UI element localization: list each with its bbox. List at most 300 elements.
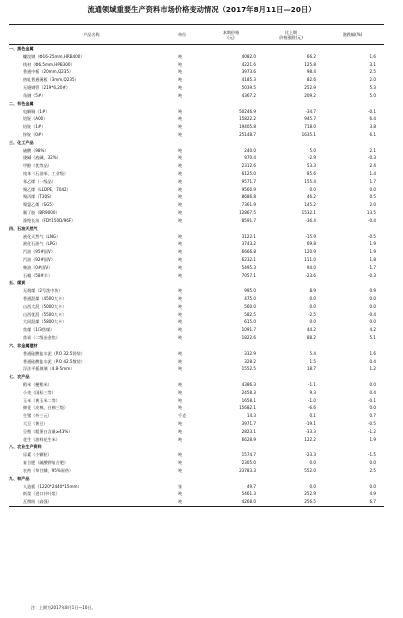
price-cell: 5039.5: [241, 85, 256, 91]
table-row: [9, 326, 384, 334]
pct-cell: 1.6: [369, 53, 376, 59]
price-cell: 332.9: [244, 350, 256, 356]
table-row: [9, 295, 384, 303]
pct-cell: 0.0: [369, 303, 376, 309]
unit-cell: 吨: [174, 498, 201, 506]
category-row: [9, 45, 384, 53]
change-cell: 85.6: [306, 171, 316, 176]
change-cell: -23.6: [305, 272, 316, 278]
price-cell: 19405.8: [239, 124, 256, 130]
unit-cell: 吨: [178, 460, 183, 466]
unit-cell: 吨: [178, 327, 183, 333]
category-label: 八、农业生产资料: [9, 444, 42, 450]
price-cell: 3971.7: [241, 421, 256, 426]
unit-cell: 吨: [178, 147, 183, 153]
change-cell: 82.6: [306, 77, 316, 83]
category-row: [9, 100, 384, 108]
unit-cell: 吨: [178, 264, 183, 270]
product-name: 普通硅酸盐水泥（P.O 42.5散装）: [23, 358, 85, 364]
product-name: 豆粕（粗蛋白含量≥43%）: [23, 428, 73, 434]
table-row: [9, 256, 384, 264]
table-row: [9, 123, 384, 131]
change-cell: 88.2: [306, 335, 316, 341]
category-row: [9, 443, 384, 451]
pct-cell: -0.1: [368, 108, 376, 114]
product-name: 苯乙烯（一级品）: [23, 178, 56, 184]
price-cell: 3743.2: [241, 241, 256, 247]
pct-cell: -0.4: [368, 217, 376, 223]
product-name: 锌锭（0#）: [23, 131, 46, 137]
category-row: [9, 373, 384, 381]
unit-cell: 吨: [178, 335, 183, 341]
change-cell: 0.0: [309, 483, 316, 489]
change-cell: 122.2: [304, 436, 316, 442]
table-row: [9, 358, 384, 366]
product-name: 汽油（95#国V）: [23, 249, 55, 255]
change-cell: 66.2: [306, 53, 316, 59]
pct-cell: 0.7: [369, 413, 376, 419]
table-row: [9, 436, 384, 444]
unit-cell: 吨: [178, 421, 183, 426]
table-row: [9, 459, 384, 467]
change-cell: 209.2: [304, 92, 316, 98]
change-cell: 0.0: [309, 460, 316, 466]
table-row: [9, 490, 384, 498]
pct-cell: 1.8: [369, 256, 376, 262]
table-row: [9, 61, 384, 69]
unit-cell: 吨: [178, 85, 183, 91]
price-cell: 615.0: [244, 319, 256, 325]
product-name: 玉米（黄玉米二等）: [23, 397, 60, 403]
change-cell: -15.9: [305, 233, 316, 239]
change-cell: 5.0: [309, 147, 316, 153]
change-cell: 552.0: [304, 467, 316, 473]
price-cell: 25148.7: [239, 131, 256, 137]
pct-cell: 5.0: [369, 92, 376, 98]
change-cell: 252.9: [304, 85, 316, 91]
unit-cell: 吨: [178, 131, 183, 137]
unit-cell: 吨: [178, 381, 183, 387]
table-row: [9, 272, 384, 280]
change-cell: -36.4: [305, 217, 316, 223]
pct-cell: 0.0: [369, 460, 376, 466]
price-cell: 15682.1: [239, 405, 256, 411]
table-row: [9, 92, 384, 100]
pct-cell: 1.7: [369, 178, 376, 184]
unit-cell: 吨: [178, 77, 183, 83]
table-row: [9, 170, 384, 178]
unit-cell: 吨: [178, 233, 183, 239]
header-change: 比上期 价格涨跌(元): [261, 25, 321, 45]
product-name: 汽油（92#国V）: [23, 256, 55, 262]
change-cell: 0.0: [309, 186, 316, 192]
pct-cell: -1.2: [368, 428, 376, 434]
product-name: 烧碱（液碱，32%）: [23, 155, 61, 161]
pct-cell: 5.1: [369, 335, 376, 341]
pct-cell: -0.3: [368, 155, 376, 161]
change-cell: 0.0: [309, 319, 316, 325]
table-row: [9, 154, 384, 162]
unit-cell: 吨: [178, 256, 183, 262]
product-name: 无烟煤（2号洗中块）: [23, 288, 63, 294]
pct-cell: 5.3: [369, 85, 376, 91]
table-row: [9, 193, 384, 201]
table-row: [9, 303, 384, 311]
change-cell: -19.1: [305, 421, 316, 426]
change-cell: 155.4: [304, 178, 316, 184]
pct-cell: 0.0: [369, 319, 376, 325]
product-name: 纯苯（石油苯，工业级）: [23, 171, 69, 176]
product-name: 铅锭（1#）: [23, 124, 46, 130]
change-cell: 145.2: [304, 202, 316, 208]
pct-cell: 1.7: [369, 264, 376, 270]
unit-cell: 吨: [178, 272, 183, 278]
product-name: 焦煤（1/3焦煤）: [23, 327, 55, 333]
unit-cell: 吨: [178, 311, 183, 317]
table-row: [9, 318, 384, 326]
category-row: [9, 139, 384, 147]
pct-cell: 1.9: [369, 249, 376, 255]
unit-cell: 吨: [178, 61, 183, 67]
change-cell: -34.7: [305, 108, 316, 114]
table-row: [9, 381, 384, 389]
unit-cell: 吨: [178, 436, 183, 442]
price-cell: 49.7: [246, 483, 256, 489]
category-row: [9, 279, 384, 287]
pct-cell: 1.9: [369, 241, 376, 247]
table-row: [9, 350, 384, 358]
unit-cell: 吨: [178, 217, 183, 223]
table-row: [9, 178, 384, 186]
price-cell: 9571.7: [241, 178, 256, 184]
price-cell: 8591.7: [241, 217, 256, 223]
unit-cell: 吨: [178, 116, 183, 122]
unit-cell: 吨: [178, 288, 183, 294]
unit-cell: 吨: [178, 389, 183, 395]
product-name: 螺纹钢（Φ16-25mm,HRB400）: [23, 53, 85, 59]
change-cell: 44.2: [306, 327, 316, 333]
pct-cell: -0.5: [368, 233, 376, 239]
product-name: 顺丁胶（BR9000）: [23, 210, 60, 216]
page-title: 流通领域重要生产资料市场价格变动情况（2017年8月11日—20日）: [87, 5, 316, 14]
category-label: 三、化工产品: [9, 139, 34, 145]
table-row: [9, 233, 384, 241]
table-row: [9, 287, 384, 295]
pct-cell: 3.8: [369, 124, 376, 130]
product-name: 普通硅酸盐水泥（P.O 32.5袋装）: [23, 350, 85, 356]
table-row: [9, 53, 384, 61]
table-row: [9, 483, 384, 491]
price-cell: 6232.1: [241, 256, 256, 262]
unit-cell: 吨: [178, 452, 183, 458]
table-row: [9, 420, 384, 428]
unit-cell: 吨: [178, 186, 183, 192]
pct-cell: 2.0: [369, 77, 376, 83]
change-cell: 1.5: [309, 358, 316, 364]
price-cell: 5495.3: [241, 264, 256, 270]
price-cell: 1658.1: [241, 397, 256, 403]
header-name: 产品名称: [9, 25, 174, 45]
unit-cell: 吨: [178, 155, 183, 161]
table-row: [9, 451, 384, 459]
product-name: 聚乙烯（LLDPE，7042）: [23, 186, 71, 192]
price-cell: 7057.1: [241, 272, 256, 278]
pct-cell: -0.3: [368, 272, 376, 278]
price-cell: 9560.9: [241, 186, 256, 192]
change-cell: 46.2: [306, 194, 316, 200]
table-row: [9, 334, 384, 342]
table-row: [9, 162, 384, 170]
unit-cell: 吨: [178, 397, 183, 403]
unit-cell: 吨: [178, 163, 183, 169]
category-label: 九、林产品: [9, 475, 30, 481]
table-header-row: [9, 25, 384, 45]
product-name: 小麦（国标三等）: [23, 389, 56, 395]
change-cell: -2.9: [308, 155, 316, 161]
unit-cell: 吨: [178, 319, 183, 325]
price-cell: 3122.1: [241, 233, 256, 239]
change-cell: 718.0: [304, 124, 316, 130]
product-name: 花生（油料花生米）: [23, 436, 60, 442]
table-row: [9, 115, 384, 123]
category-label: 一、黑色金属: [9, 46, 34, 51]
price-cell: 2312.6: [241, 163, 256, 169]
price-cell: 4386.3: [241, 381, 256, 387]
product-name: 电解铜（1#）: [23, 108, 50, 114]
price-cell: 4221.6: [241, 61, 256, 67]
unit-cell: 吨: [178, 92, 183, 98]
change-cell: 0.0: [309, 296, 316, 301]
product-name: 普通混煤（4500大卡）: [23, 296, 67, 301]
pct-cell: 2.1: [369, 147, 376, 153]
table-row: [9, 248, 384, 256]
price-cell: 5461.3: [241, 491, 256, 497]
product-name: 液化天然气（LNG）: [23, 233, 61, 239]
change-cell: -1.1: [308, 381, 316, 387]
table-row: [9, 76, 384, 84]
change-cell: 18.7: [306, 366, 316, 372]
change-cell: -33.3: [305, 428, 316, 434]
change-cell: 945.7: [304, 116, 316, 122]
unit-cell: 吨: [178, 210, 183, 216]
unit-cell: 吨: [178, 178, 183, 184]
change-cell: 1635.1: [301, 131, 316, 137]
table-row: [9, 108, 384, 116]
pct-cell: 0.4: [369, 358, 376, 364]
table-body: [9, 45, 384, 507]
table-row: [9, 428, 384, 436]
product-name: 线材（Φ6.5mm,HPB300）: [23, 61, 75, 67]
change-cell: 69.8: [306, 241, 316, 247]
product-name: 焦炭（二级冶金焦）: [23, 335, 60, 341]
product-name: 浮法平板玻璃（4.8-5mm）: [23, 366, 75, 372]
product-name: 山西优混（5500大卡）: [23, 311, 67, 317]
price-cell: 328.2: [244, 358, 256, 364]
product-name: 无缝钢管（219*6,20#）: [23, 85, 70, 91]
table-row: [9, 397, 384, 405]
change-cell: 5.4: [309, 350, 316, 356]
price-cell: 14.3: [246, 413, 256, 419]
product-name: 硫酸（98%）: [23, 147, 49, 153]
price-cell: 4268.0: [201, 498, 261, 506]
price-cell: 8686.8: [241, 194, 256, 200]
unit-cell: 吨: [178, 358, 183, 364]
table-row: [9, 147, 384, 155]
table-row: [9, 186, 384, 194]
pct-cell: 3.1: [369, 61, 376, 67]
change-cell: 111.0: [304, 256, 316, 262]
product-name: 农药（草甘膦，95%原药）: [23, 467, 74, 473]
pct-cell: 0.5: [369, 194, 376, 200]
price-table: [9, 24, 384, 507]
category-label: 七、农产品: [9, 374, 30, 380]
price-cell: 1574.7: [241, 452, 256, 458]
change-cell: -2.5: [308, 311, 316, 317]
product-name: 柴油（0#国V）: [23, 264, 53, 270]
product-name: 尿素（小颗粒）: [23, 452, 52, 458]
pct-cell: 2.4: [369, 163, 376, 169]
pct-cell: 2.0: [369, 202, 376, 208]
unit-cell: 张: [178, 483, 183, 489]
product-name: 液化石油气（LPG）: [23, 241, 60, 247]
table-row: [9, 389, 384, 397]
price-cell: 7361.9: [241, 202, 256, 208]
product-name: 山西大混（5000大卡）: [23, 303, 67, 309]
unit-cell: 吨: [178, 366, 183, 372]
product-name: 石蜡（58#半）: [23, 272, 53, 278]
product-name: 涤纶长丝（FDY150D/96F）: [23, 217, 76, 223]
change-cell: -1.0: [308, 397, 316, 403]
change-cell: 8.9: [309, 288, 316, 294]
table-row: [9, 209, 384, 217]
pct-cell: 0.9: [369, 288, 376, 294]
product-name: 角钢（5#）: [23, 92, 46, 98]
price-cell: 4185.3: [241, 77, 256, 83]
change-cell: 53.3: [306, 163, 316, 169]
pct-cell: 0.0: [369, 296, 376, 301]
price-cell: 1822.6: [241, 335, 256, 341]
change-cell: 0.1: [309, 413, 316, 419]
price-cell: 240.0: [244, 147, 256, 153]
category-label: 二、有色金属: [9, 100, 34, 106]
pct-cell: 1.4: [369, 171, 376, 176]
product-name: 大同混煤（5800大卡）: [23, 319, 67, 325]
table-row: [9, 467, 384, 475]
table-row: [9, 264, 384, 272]
table-row: [9, 217, 384, 225]
unit-cell: 吨: [178, 241, 183, 247]
table-row: [9, 404, 384, 412]
price-cell: 2823.1: [241, 428, 256, 434]
pct-cell: -1.5: [368, 452, 376, 458]
change-cell: 0.0: [309, 303, 316, 309]
pct-cell: 6.4: [369, 116, 376, 122]
change-cell: 9.3: [309, 389, 316, 395]
table-row: [9, 84, 384, 92]
unit-cell: 吨: [178, 202, 183, 208]
table-row: [9, 68, 384, 76]
unit-cell: 千克: [178, 413, 187, 419]
change-cell: 256.5: [261, 498, 321, 506]
pct-cell: 4.9: [369, 491, 376, 497]
table-row: [9, 365, 384, 373]
price-cell: 995.0: [244, 288, 256, 294]
unit-cell: 吨: [178, 467, 183, 473]
category-row: [9, 225, 384, 233]
product-name: 生猪（外三元）: [23, 413, 52, 419]
pct-cell: 0.4: [369, 389, 376, 395]
unit-cell: 吨: [178, 303, 183, 309]
category-label: 四、石油天然气: [9, 225, 38, 231]
change-cell: 1532.1: [301, 210, 316, 216]
table-row: [9, 131, 384, 139]
category-label: 五、煤炭: [9, 280, 26, 286]
price-cell: 1552.5: [241, 366, 256, 372]
header-pct: 涨跌幅(%): [321, 25, 384, 45]
change-cell: 252.9: [304, 491, 316, 497]
product-name: 铝锭（A00）: [23, 116, 48, 122]
pct-cell: -0.5: [368, 421, 376, 426]
pct-cell: 6.7: [321, 498, 384, 506]
price-cell: 50246.9: [239, 108, 256, 114]
category-label: 六、非金属建材: [9, 342, 38, 348]
price-cell: 560.0: [244, 303, 256, 309]
price-cell: 23783.3: [239, 467, 256, 473]
pct-cell: 1.9: [369, 436, 376, 442]
pct-cell: 0.0: [369, 186, 376, 192]
product-name: 甲醇（优等品）: [23, 163, 52, 169]
footnote: 注：上期为2017年8月1日—10日。: [31, 605, 96, 610]
change-cell: -6.6: [308, 405, 316, 411]
category-row: [9, 342, 384, 350]
price-cell: 6628.9: [241, 436, 256, 442]
unit-cell: 吨: [178, 53, 183, 59]
product-name: 棉花（皮棉，白棉三级）: [23, 405, 69, 411]
product-name: 纸浆（进口针叶浆）: [23, 491, 60, 497]
change-cell: 98.4: [306, 69, 316, 75]
pct-cell: 1.2: [369, 366, 376, 372]
category-row: [9, 475, 384, 483]
price-cell: 2305.0: [241, 460, 256, 466]
pct-cell: 2.5: [369, 467, 376, 473]
unit-cell: 吨: [178, 350, 183, 356]
price-cell: 3973.6: [241, 69, 256, 75]
unit-cell: 吨: [178, 491, 183, 497]
product-name: 聚氯乙烯（SG5）: [23, 202, 56, 208]
pct-cell: 4.2: [369, 327, 376, 333]
change-cell: 94.0: [306, 264, 316, 270]
product-name: 热轧普通薄板（3mm,Q235）: [23, 77, 79, 83]
price-cell: 6125.0: [241, 171, 256, 176]
product-name: 稻米（粳稻米）: [23, 381, 52, 387]
product-name: 人造板（1220*2440*15mm）: [23, 483, 82, 489]
table-row: [9, 311, 384, 319]
price-cell: 15822.2: [239, 116, 256, 122]
change-cell: 120.9: [304, 249, 316, 255]
price-cell: 6666.8: [241, 249, 256, 255]
change-cell: 125.8: [304, 61, 316, 67]
product-name: 普通中板（20mm,Q235）: [23, 69, 74, 75]
product-name: 瓦楞纸（高强）: [9, 498, 174, 506]
price-cell: 475.0: [244, 296, 256, 301]
price-cell: 4367.2: [241, 92, 256, 98]
unit-cell: 吨: [178, 171, 183, 176]
price-cell: 12867.5: [239, 210, 256, 216]
table-row: [9, 201, 384, 209]
unit-cell: 吨: [178, 108, 183, 114]
price-cell: 4082.0: [241, 53, 256, 59]
pct-cell: 0.0: [369, 483, 376, 489]
